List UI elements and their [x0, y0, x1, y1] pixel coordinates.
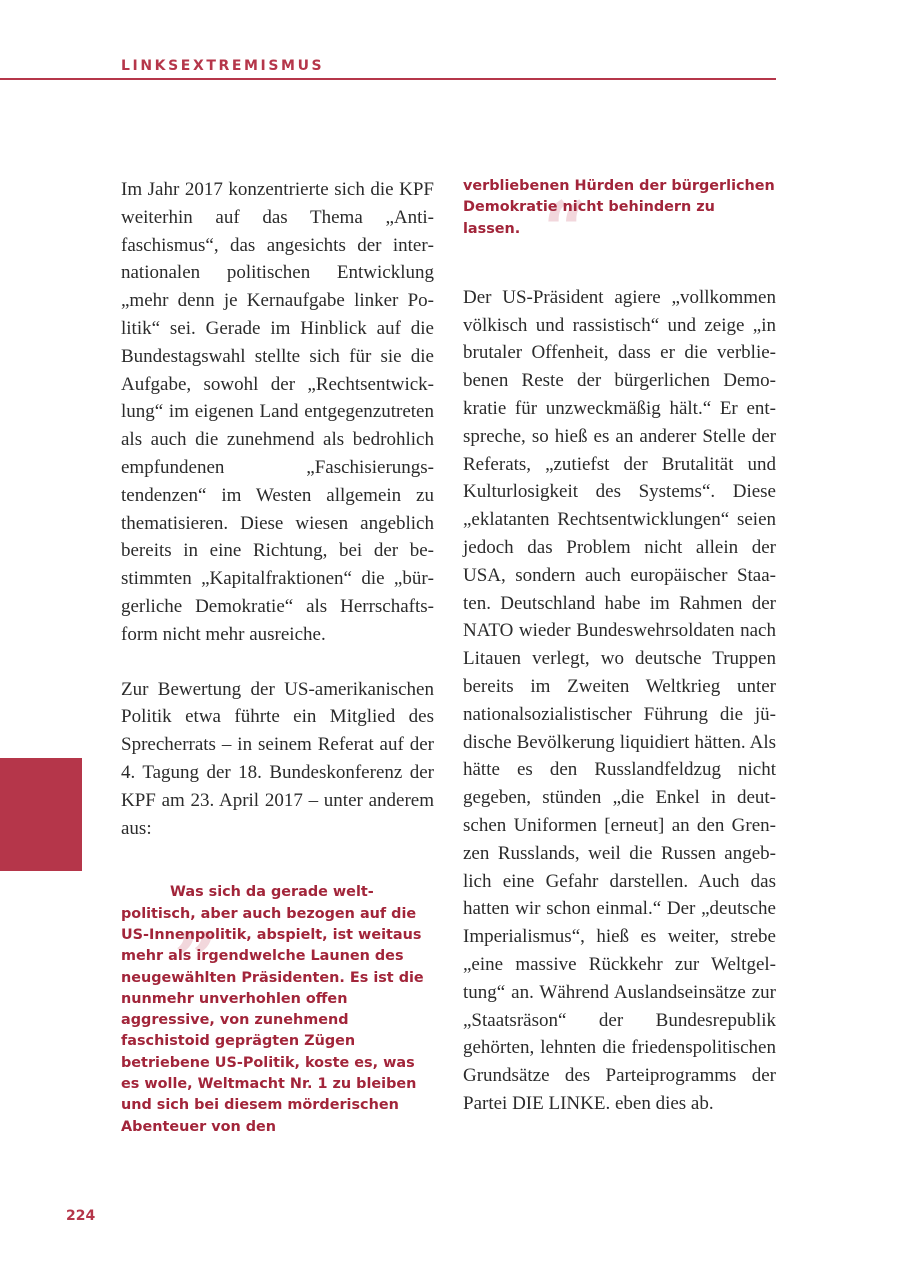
pull-quote-end	[463, 176, 776, 276]
quote-text: verbliebenen Hürden der bürgerlichen Demokratie nicht behindern zu lassen.	[463, 178, 775, 237]
quote-close-mark: “	[543, 185, 588, 276]
left-column	[121, 176, 434, 1138]
quote-text: Was sich da gerade weltpolitisch, aber auch bezogen auf die US-Innenpolitik, abspielt, ist weitaus mehr als irgendwelche Launen des neugewählten Präsidenten. Es ist die nunmehr unverhohlen offen aggressive, von zunehmend faschistoid geprägten Zügen betriebene US-Politik, koste es, was es wolle, Weltmacht Nr. 1 zu bleiben und sich bei diesem mörderischen Abenteuer von den	[121, 884, 424, 1135]
chapter-thumb-tab	[0, 758, 82, 871]
right-column	[463, 176, 776, 1118]
pull-quote-start	[121, 871, 434, 1138]
header-rule	[0, 78, 776, 80]
body-paragraph: Zur Bewertung der US-amerikanischen Politik etwa führte ein Mitglied des Sprecherrats – in seinem Referat auf der 4. Tagung der 18. Bundeskonferenz der KPF am 23. April 2017 – unter anderem aus:	[121, 678, 434, 839]
page-number: 224	[66, 1208, 96, 1224]
running-head-title: LINKSEXTREMISMUS	[121, 58, 325, 74]
body-paragraph: Der US-Präsident agiere „vollkommen völkisch und rassistisch“ und zeige „in brutaler Offenheit, dass er die verbliebenen Reste der bürgerlichen Demokratie für unzweckmäßig hält.“ Er entspreche, so hieß es an anderer Stelle der Referats, „zutiefst der Brutalität und Kulturlosigkeit des Systems“. Diese „eklatanten Rechtsentwicklungen“ seien jedoch das Problem nicht allein der USA, sondern auch europäischer Staaten. Deutschland habe im Rahmen der NATO wieder Bundeswehrsoldaten nach Litauen verlegt, wo deutsche Truppen bereits im Zweiten Weltkrieg unter nationalsozialistischer Führung die jüdische Bevölkerung liquidiert hätten. Als hätte es den Russlandfeldzug nicht gegeben, stünden „die Enkel in deutschen Uniformen [erneut] an den Grenzen Russlands, weil die Russen angeblich eine Gefahr darstellen. Auch das hatten wir schon einmal.“ Der „deutsche Imperialismus“, hieß es weiter, strebe „eine massive Rückkehr zur Weltgeltung“ an. Während Auslandseinsätze zur „Staatsräson“ der Bundesrepublik gehörten, lehnten die friedenspolitischen Grundsätze des Parteiprogramms der Partei DIE LINKE. eben dies ab.	[463, 286, 776, 1114]
quote-open-mark: „	[175, 871, 220, 963]
body-paragraph: Im Jahr 2017 konzentrierte sich die KPF weiterhin auf das Thema „Antifaschismus“, das angesichts der internationalen politischen Entwicklung „mehr denn je Kernaufgabe linker Politik“ sei. Gerade im Hinblick auf die Bundestagswahl stellte sich für sie die Aufgabe, sowohl der „Rechtsentwicklung“ im eigenen Land entgegenzutreten als auch die zunehmend als bedrohlich empfundenen „Faschisierungstendenzen“ im Westen allgemein zu thematisieren. Diese wiesen angeblich bereits in eine Richtung, bei der bestimmten „Kapitalfraktionen“ die „bürgerliche Demokratie“ als Herrschaftsform nicht mehr ausreiche.	[121, 179, 434, 645]
